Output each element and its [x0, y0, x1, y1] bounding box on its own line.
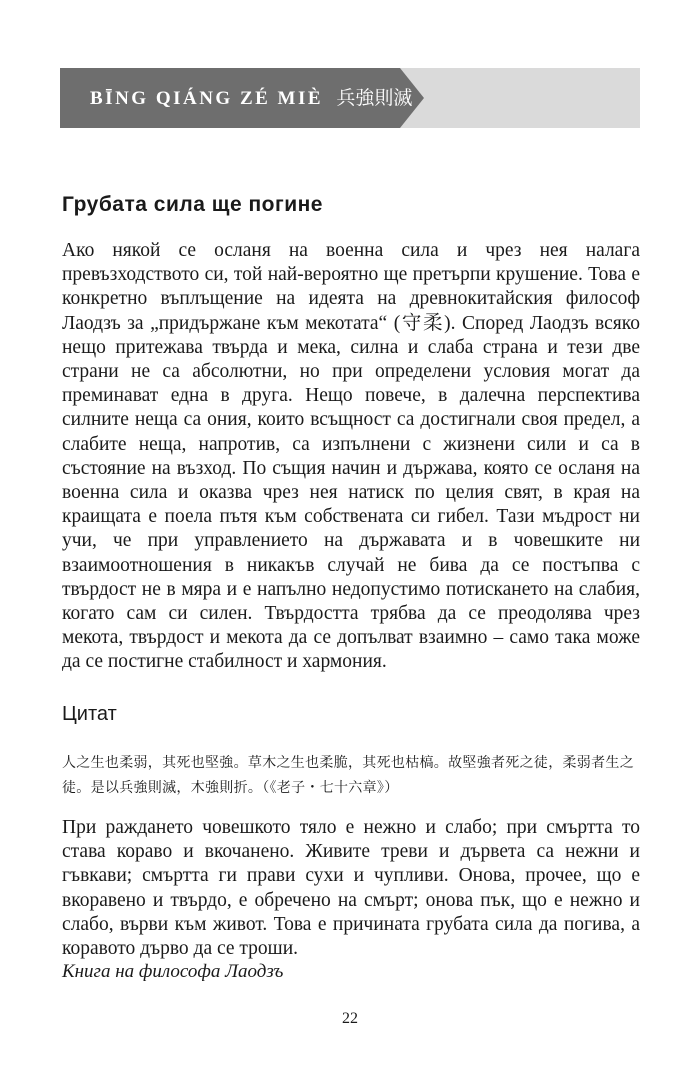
page-number: 22: [342, 1010, 358, 1027]
chinese-quote: 人之生也柔弱，其死也堅強。草木之生也柔脆，其死也枯槁。故堅強者死之徒，柔弱者生之徒。是以兵強則滅，木強則折。（《老子・七十六章》）: [62, 755, 634, 796]
banner-romanization: BĪNG QIÁNG ZÉ MIÈ: [90, 88, 324, 109]
banner-title: [90, 68, 412, 128]
quote-heading: Цитат: [62, 703, 117, 725]
quote-source: Книга на философа Лаодзъ: [62, 961, 284, 982]
banner-hanzi: 兵強則滅: [336, 87, 413, 109]
section-title: Грубата сила ще погине: [62, 193, 323, 216]
chapter-banner: [60, 68, 640, 128]
body-paragraph: Ако някой се осланя на военна сила и чрез нея налага превъзходството си, той най-вероятно ще претърпи крушение. Това е конкретно въплъщение на идеята на древнокитайския философ Лаодзъ за „придържане към мекотата“ (守柔). Според Лаодзъ всяко нещо притежава твърда и мека, силна и слаба страна и тези две страни не са абсолютни, но при определени условия могат да преминават една в друга. Нещо повече, в далечна перспектива силните неща са ония, които всъщност са достигнали своя предел, а слабите неща, напротив, са изпълнени с жизнени сили и са в състояние на възход. По същия начин и държава, която се осланя на военна сила и оказва чрез нея натиск по целия свят, в края на краищата е поела пътя към собствената си гибел. Тази мъдрост ни учи, че при управлението на държавата и в човешките ни взаимоотношения в никакъв случай не бива да се постъпва с твърдост не в мяра и е напълно недопустимо потискането на слабия, когато сам си силен. Твърдостта трябва да се преодолява чрез мекота, твърдост и мекота да се допълват взаимно – само така може да се постигне стабилност и хармония.: [62, 240, 640, 673]
quote-translation: При раждането човешкото тяло е нежно и слабо; при смъртта то става кораво и вкочанено. Живите треви и дървета са нежни и гъвкави; смъртта ги прави сухи и чупливи. Онова, прочее, що е вкоравено и твърдо, е обречено на смърт; онова пък, що е нежно и слабо, върви към живот. Това е причината грубата сила да погива, а коравото дърво да се троши.: [62, 817, 640, 960]
